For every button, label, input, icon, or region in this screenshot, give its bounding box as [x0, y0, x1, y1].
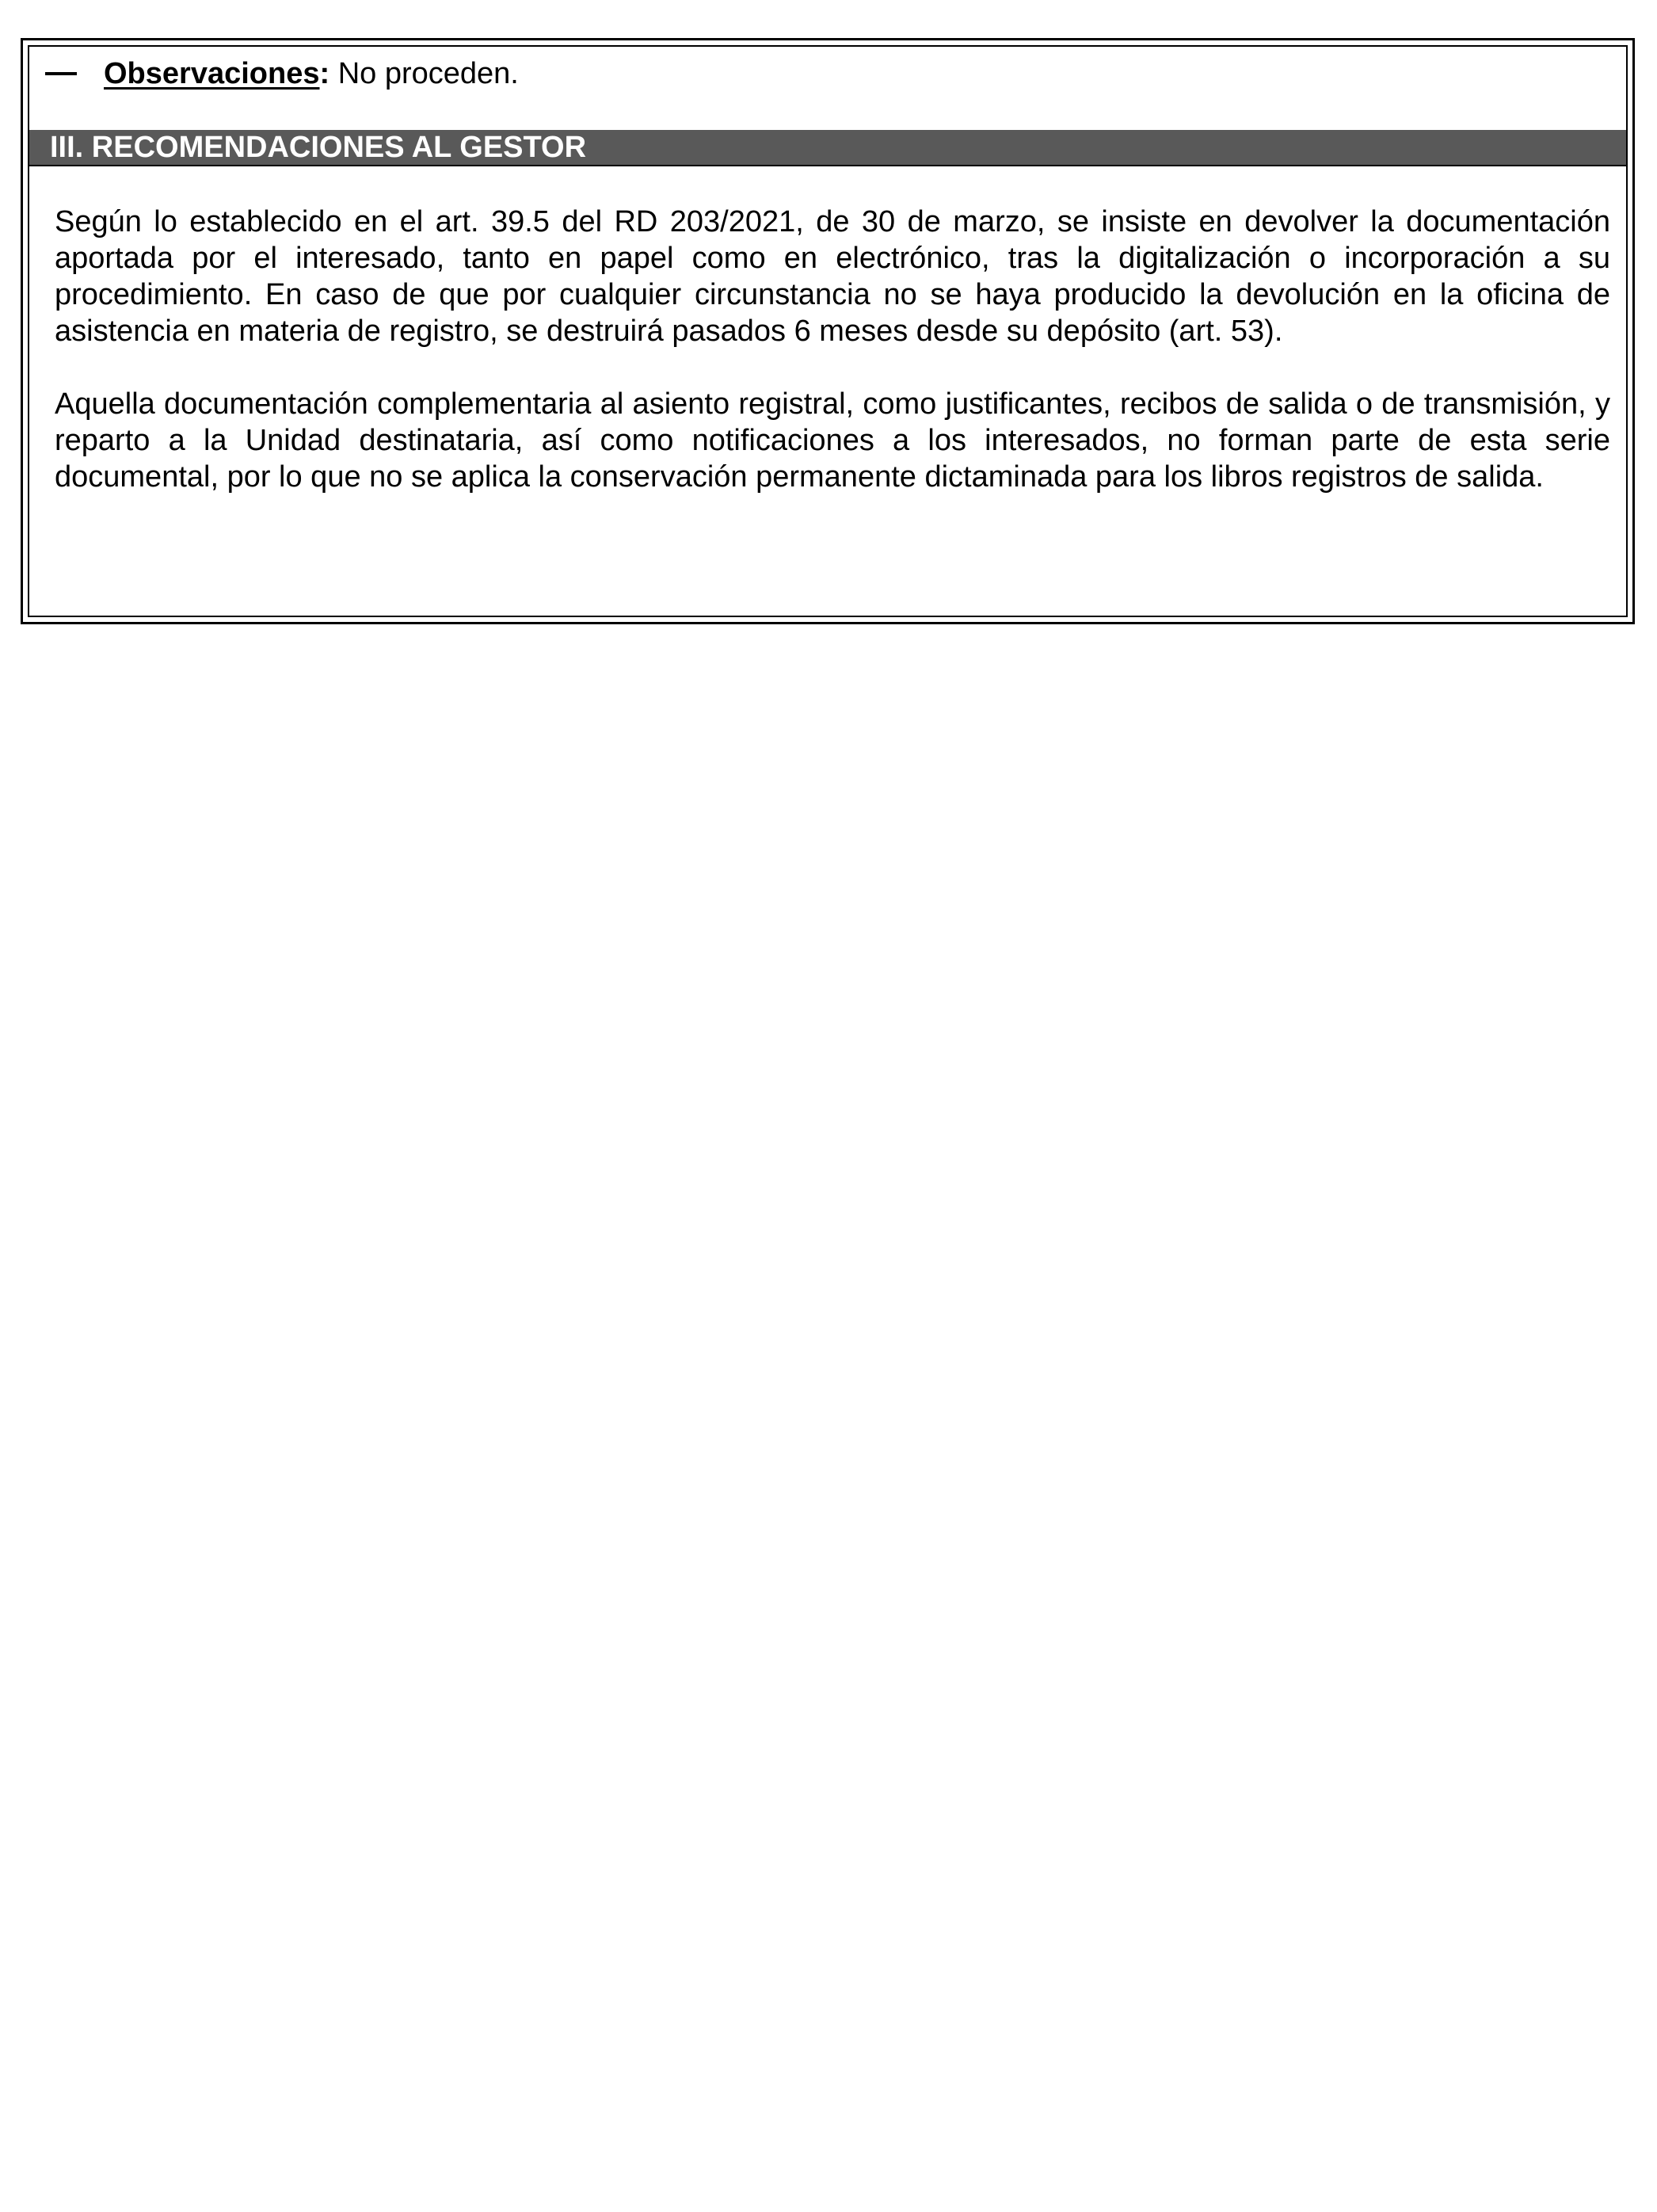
observaciones-text: No proceden.	[329, 57, 519, 90]
paragraph-documentacion-complementaria: Aquella documentación complementaria al asiento registral, como justificantes, recibos de salida o de transmisión, y reparto a la Unidad destinataria, así como notificaciones a los interesados, no forman parte de esta serie documental, por lo que no se aplica la conservación permanente dictaminada para los libros registros de salida.	[55, 387, 1610, 494]
section-header	[29, 130, 1626, 166]
observaciones-line	[45, 55, 519, 93]
document-table	[21, 38, 1635, 624]
section-title: III. RECOMENDACIONES AL GESTOR	[50, 131, 587, 164]
paragraph-devolucion: Según lo establecido en el art. 39.5 del RD 203/2021, de 30 de marzo, se insiste en devolver la documentación aportada por el interesado, tanto en papel como en electrónico, tras la digitalización o incorporación a su procedimiento. En caso de que por cualquier circunstancia no se haya producido la devolución en la oficina de asistencia en materia de registro, se destruirá pasados 6 meses desde su depósito (art. 53).	[55, 205, 1610, 348]
observaciones-label: Observaciones	[104, 57, 320, 90]
recommendations-body	[55, 204, 1610, 532]
observaciones-row	[29, 47, 1626, 132]
dash-bullet-icon	[45, 72, 77, 75]
document-table-inner	[28, 45, 1628, 617]
observaciones-colon: :	[319, 57, 330, 90]
